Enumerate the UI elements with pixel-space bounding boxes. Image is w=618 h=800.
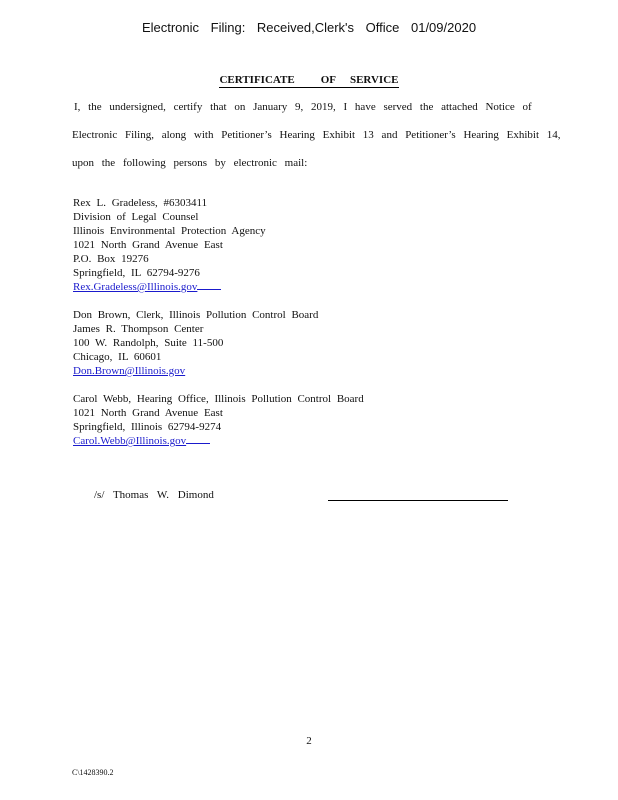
page-number: 2: [306, 735, 312, 747]
certificate-title: [0, 74, 618, 86]
address-line: Rex L. Gradeless, #6303411: [73, 197, 208, 209]
signature-line: [328, 500, 508, 501]
address-line: Chicago, IL 60601: [73, 351, 162, 363]
address-line: Illinois Environmental Protection Agency: [73, 225, 266, 237]
title-word-service: SERVICE: [349, 74, 399, 86]
certificate-paragraph-line-2: Electronic Filing, along with Petitioner’s Hearing Exhibit 13 and Petitioner’s Hearing Exhibit 14,: [72, 129, 561, 141]
address-line: Springfield, IL 62794-9276: [73, 267, 200, 279]
filing-stamp: Electronic Filing: Received,Clerk's Office 01/09/2020: [141, 20, 477, 35]
address-line: P.O. Box 19276: [73, 253, 149, 265]
certificate-paragraph-line-3: upon the following persons by electronic mail:: [72, 157, 308, 169]
title-word-of: OF: [295, 74, 350, 88]
email-link-gradeless[interactable]: Rex.Gradeless@Illinois.gov: [73, 281, 198, 293]
certificate-paragraph-line-1: I, the undersigned, certify that on January 9, 2019, I have served the attached Notice of: [74, 101, 532, 113]
address-line: Don Brown, Clerk, Illinois Pollution Control Board: [73, 309, 319, 321]
address-line: Carol Webb, Hearing Office, Illinois Pollution Control Board: [73, 393, 364, 405]
document-id: C\1428390.2: [72, 768, 114, 777]
address-line: James R. Thompson Center: [73, 323, 204, 335]
address-line: Springfield, Illinois 62794-9274: [73, 421, 222, 433]
address-line: 1021 North Grand Avenue East: [73, 239, 223, 251]
email-link-brown[interactable]: Don.Brown@Illinois.gov: [73, 365, 186, 377]
recipient-block-gradeless: [73, 196, 266, 294]
recipient-block-webb: [73, 392, 364, 448]
email-link-webb[interactable]: Carol.Webb@Illinois.gov: [73, 435, 187, 447]
address-line: Division of Legal Counsel: [73, 211, 199, 223]
recipient-block-brown: [73, 308, 318, 378]
address-line: 1021 North Grand Avenue East: [73, 407, 223, 419]
signature-text: /s/ Thomas W. Dimond: [94, 489, 214, 501]
address-line: 100 W. Randolph, Suite 11-500: [73, 337, 224, 349]
title-word-certificate: CERTIFICATE: [219, 74, 295, 86]
